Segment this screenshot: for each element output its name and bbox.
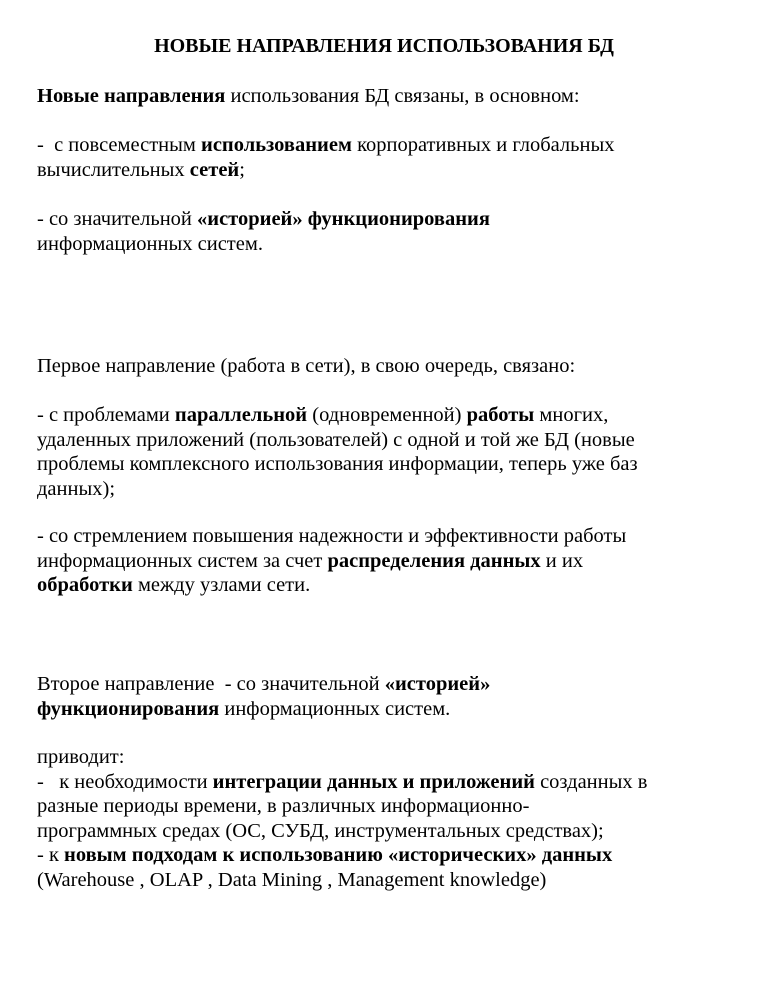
fi2-text-3: между узлами сети.	[132, 574, 311, 596]
intro-text: использования БД связаны, в основном:	[225, 85, 580, 107]
item1-bold-2: сетей	[189, 158, 240, 181]
first-item-parallel	[37, 403, 737, 501]
item-history	[37, 207, 737, 256]
second-text-2: информационных систем.	[219, 697, 451, 720]
item1-text-2: корпоративных и глобальных	[351, 134, 615, 156]
second-bold-1: «историей»	[384, 673, 491, 695]
page-title: НОВЫЕ НАПРАВЛЕНИЯ ИСПОЛЬЗОВАНИЯ БД	[154, 35, 614, 57]
fi1-bold-2: работы	[466, 404, 535, 426]
leads-line-4: программных средах (ОС, СУБД, инструментальных средствах);	[37, 819, 604, 842]
leads-text-3: - к	[37, 844, 65, 866]
leads-line-6: (Warehouse , OLAP , Data Mining , Management knowledge)	[37, 868, 547, 891]
intro-paragraph	[37, 84, 737, 109]
item1-text-1: - с повсеместным	[37, 134, 202, 156]
item2-text-2: информационных систем.	[37, 232, 263, 255]
fi1-text-2: (одновременной)	[307, 404, 467, 426]
fi1-line-3: проблемы комплексного использования информации, теперь уже баз	[37, 453, 638, 475]
first-direction-text: Первое направление (работа в сети), в свою очередь, связано:	[37, 355, 576, 377]
item2-bold-1: «историей» функционирования	[197, 208, 490, 230]
fi1-text-3: многих,	[534, 404, 609, 426]
fi1-text-1: - с проблемами	[37, 404, 175, 426]
leads-text-1: - к необходимости	[37, 770, 213, 793]
fi1-line-4: данных);	[37, 477, 116, 500]
fi2-line-1: - со стремлением повышения надежности и эффективности работы	[37, 525, 627, 547]
item1-text-3: вычислительных	[37, 158, 190, 181]
leads-line-3: разные периоды времени, в различных информационно-	[37, 795, 530, 817]
leads-to-list	[37, 745, 737, 892]
item-networks	[37, 133, 737, 182]
first-item-distribution	[37, 524, 737, 598]
fi1-bold-1: параллельной	[174, 404, 308, 426]
leads-bold-1: интеграции данных и приложений	[212, 770, 535, 793]
item1-text-4: ;	[239, 158, 245, 181]
fi2-bold-1: распределения данных	[327, 549, 541, 572]
item2-text-1: - со значительной	[37, 208, 198, 230]
fi2-text-1: информационных систем за счет	[37, 549, 328, 572]
leads-line-1: приводит:	[37, 746, 125, 768]
second-bold-2: функционирования	[37, 697, 220, 720]
fi2-bold-2: обработки	[37, 574, 133, 596]
leads-text-2: созданных в	[534, 770, 648, 793]
item1-bold-1: использованием	[201, 134, 352, 156]
leads-bold-2: новым подходам к использованию «исторических» данных	[64, 844, 613, 866]
second-text-1: Второе направление - со значительной	[37, 673, 385, 695]
intro-bold: Новые направления	[37, 85, 226, 107]
second-direction-heading	[37, 672, 737, 721]
fi1-line-2: удаленных приложений (пользователей) с одной и той же БД (новые	[37, 428, 635, 451]
first-direction-heading	[37, 354, 737, 379]
fi2-text-2: и их	[540, 549, 584, 572]
